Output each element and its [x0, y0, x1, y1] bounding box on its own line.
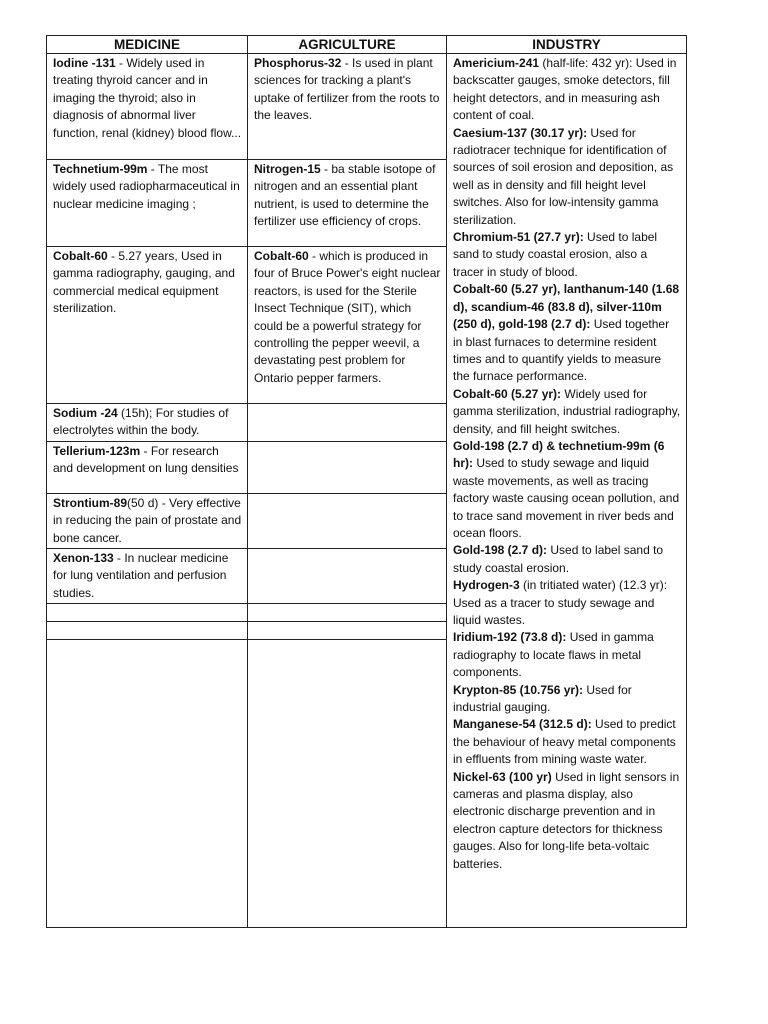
isotope-use: - For research and development on lung densities — [53, 443, 239, 476]
industry-entry — [453, 769, 681, 873]
isotope-name: Technetium-99m — [53, 162, 148, 176]
medicine-cell — [47, 640, 248, 928]
header-industry: INDUSTRY — [447, 36, 687, 54]
isotope-use: - which is produced in four of Bruce Power's eight nuclear reactors, is used for the Sterile Insect Technique (SIT), which could be a powerful strategy for controlling the pepper weevil, a devastating pest problem for Ontario pepper farmers. — [254, 249, 441, 385]
agriculture-cell — [248, 54, 447, 160]
isotope-use: Used to label sand to study coastal erosion. — [453, 543, 664, 575]
isotope-name: Cobalt-60 — [53, 249, 108, 263]
isotope-use: Widely used for gamma sterilization, industrial radiography, density, and fill height switches. — [453, 386, 681, 436]
isotope-name: Iridium-192 (73.8 d): — [453, 630, 567, 645]
isotope-use: - Is used in plant sciences for tracking a plant's uptake of fertilizer from the roots to the leaves. — [254, 56, 440, 123]
isotope-use: (50 d) - Very effective in reducing the pain of prostate and bone cancer. — [53, 495, 242, 545]
medicine-cell — [47, 247, 248, 404]
header-medicine: MEDICINE — [47, 36, 248, 54]
industry-entry — [453, 55, 681, 125]
isotope-name: Sodium -24 — [53, 406, 118, 420]
medicine-cell — [47, 604, 248, 622]
isotope-use: - ba stable isotope of nitrogen and an essential plant nutrient, is used to determine the fertilizer use efficiency of crops. — [254, 162, 436, 229]
agriculture-cell — [248, 247, 447, 404]
isotope-name: Cobalt-60 — [254, 249, 309, 263]
isotope-use: (15h); For studies of electrolytes within the body. — [53, 406, 229, 438]
isotope-use: Used together in blast furnaces to determine resident times and to quantify yields to measure the furnace performance. — [453, 317, 670, 384]
medicine-cell — [47, 441, 248, 493]
isotope-use: (half-life: 432 yr): Used in backscatter gauges, smoke detectors, fill height detectors, and in measuring ash content of coal. — [453, 56, 677, 123]
medicine-cell — [47, 549, 248, 604]
industry-entry — [453, 281, 681, 385]
industry-entry — [453, 716, 681, 768]
isotope-name: Manganese-54 (312.5 d): — [453, 717, 592, 732]
industry-entry — [453, 577, 681, 629]
industry-entry — [453, 438, 681, 542]
industry-entry — [453, 682, 681, 717]
isotope-uses-table — [46, 35, 687, 928]
isotope-name: Nickel-63 (100 yr) — [453, 769, 552, 784]
isotope-name: Chromium-51 (27.7 yr): — [453, 230, 584, 245]
agriculture-cell — [248, 441, 447, 493]
isotope-name: Cobalt-60 (5.27 yr), lanthanum-140 (1.68 d), scandium-46 (83.8 d), silver-110m (250 d), gold-198 (2.7 d): — [453, 282, 680, 332]
isotope-name: Krypton-85 (10.756 yr): — [453, 682, 584, 697]
agriculture-cell — [248, 549, 447, 604]
isotope-use: (in tritiated water) (12.3 yr): Used as a tracer to study sewage and liquid wastes. — [453, 578, 668, 627]
agriculture-cell — [248, 404, 447, 442]
isotope-use: - 5.27 years, Used in gamma radiography, gauging, and commercial medical equipment sterilization. — [53, 249, 235, 316]
agriculture-cell — [248, 160, 447, 247]
isotope-use: Used to label sand to study coastal erosion, also a tracer in study of blood. — [453, 230, 658, 279]
isotope-use: Used for radiotracer technique for identification of sources of soil erosion and deposition, as well as in density and fill height level switches. Also for low-intensity gamma sterilization. — [453, 125, 674, 227]
medicine-cell — [47, 622, 248, 640]
table-row — [47, 54, 687, 160]
isotope-name: Tellerium-123m — [53, 443, 141, 458]
isotope-name: Gold-198 (2.7 d): — [453, 543, 548, 558]
isotope-name: Caesium-137 (30.17 yr): — [453, 125, 588, 140]
isotope-name: Xenon-133 — [53, 551, 114, 566]
isotope-name: Iodine -131 — [53, 56, 116, 70]
isotope-name: Hydrogen-3 — [453, 578, 520, 593]
isotope-use: Used to predict the behaviour of heavy metal components in effluents from mining waste water. — [453, 717, 676, 767]
isotope-use: - Widely used in treating thyroid cancer and in imaging the thyroid; also in diagnosis of abnormal liver function, renal (kidney) blood flow... — [53, 56, 242, 140]
isotope-name: Phosphorus-32 — [254, 56, 342, 70]
isotope-name: Strontium-89 — [53, 495, 128, 510]
isotope-name: Americium-241 — [453, 56, 540, 70]
header-row — [47, 36, 687, 54]
isotope-name: Nitrogen-15 — [254, 162, 321, 176]
industry-entry — [453, 125, 681, 229]
isotope-use: Used to study sewage and liquid waste movements, as well as tracing factory waste causing ocean pollution, and to trace sand movement in river beds and ocean floors. — [453, 456, 680, 540]
isotope-name: Gold-198 (2.7 d) & technetium-99m (6 hr): — [453, 438, 665, 471]
medicine-cell — [47, 493, 248, 548]
isotope-name: Cobalt-60 (5.27 yr): — [453, 386, 562, 401]
agriculture-cell — [248, 640, 447, 928]
agriculture-cell — [248, 604, 447, 622]
isotope-use: - In nuclear medicine for lung ventilation and perfusion studies. — [53, 551, 229, 600]
industry-entry — [453, 229, 681, 281]
isotope-use: Used in gamma radiography to locate flaws in metal components. — [453, 630, 654, 680]
agriculture-cell — [248, 622, 447, 640]
medicine-cell — [47, 54, 248, 160]
medicine-cell — [47, 160, 248, 247]
isotope-use: Used in light sensors in cameras and plasma display, also electronic discharge prevention and in electron capture detectors for thickness gauges. Also for long-life beta-voltaic batteries. — [453, 769, 680, 871]
industry-entry — [453, 629, 681, 681]
industry-cell — [447, 54, 687, 928]
agriculture-cell — [248, 493, 447, 548]
industry-entry — [453, 386, 681, 438]
isotope-use: Used for industrial gauging. — [453, 682, 632, 715]
industry-entry — [453, 542, 681, 577]
isotope-use: - The most widely used radiopharmaceutical in nuclear medicine imaging ; — [53, 162, 240, 211]
header-agriculture: AGRICULTURE — [248, 36, 447, 54]
medicine-cell — [47, 404, 248, 442]
